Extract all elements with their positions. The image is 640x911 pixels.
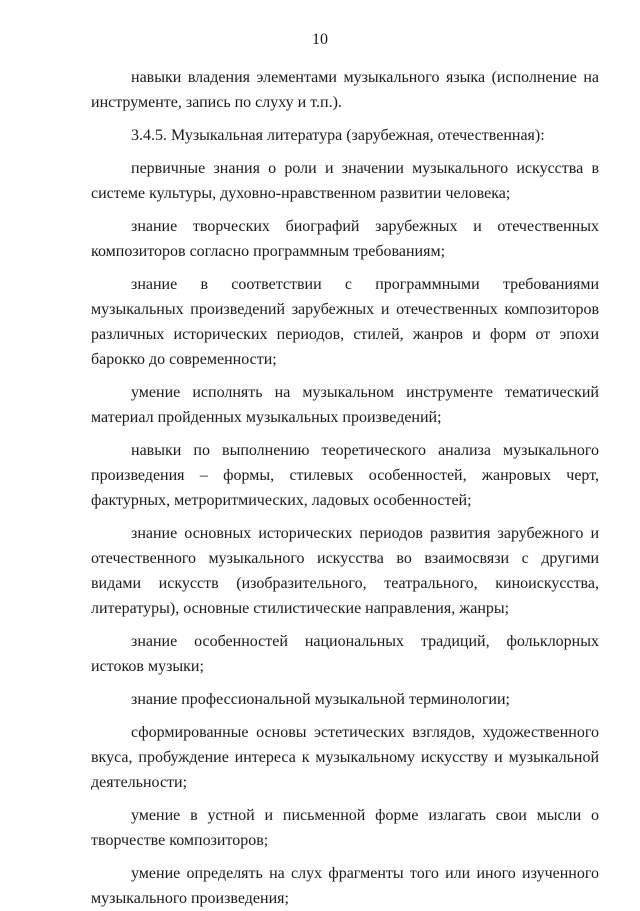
paragraph-language-skills: навыки владения элементами музыкального языка (исполнение на инструменте, запись по слуху и т.п.). [91,69,599,111]
section-heading-3-4-5: 3.4.5. Музыкальная литература (зарубежная, отечественная): [131,127,545,144]
paragraph-biographies: знание творческих биографий зарубежных и отечественных композиторов согласно программным требованиям; [91,218,599,260]
paragraph-oral-written: умение в устной и письменной форме излагать свои мысли о творчестве композиторов; [91,807,599,849]
paragraph-perform-themes: умение исполнять на музыкальном инструменте тематический материал пройденных музыкальных произведений; [91,384,599,426]
paragraph-historical-periods: знание основных исторических периодов развития зарубежного и отечественного музыкального искусства во взаимосвязи с другими видами искусств (изобразительного, театрального, киноискусства, литературы), основные стилистические направления, жанры; [91,525,599,617]
paragraph-ear-recognition: умение определять на слух фрагменты того или иного изученного музыкального произведения; [91,865,599,907]
document-body [91,65,599,911]
paragraph-repertoire: знание в соответствии с программными требованиями музыкальных произведений зарубежных и отечественных композиторов различных исторических периодов, стилей, жанров и форм от эпохи барокко до современности; [91,276,599,368]
paragraph-primary-knowledge: первичные знания о роли и значении музыкального искусства в системе культуры, духовно-нравственном развитии человека; [91,160,599,202]
paragraph-terminology: знание профессиональной музыкальной терминологии; [131,691,510,708]
paragraph-aesthetics: сформированные основы эстетических взглядов, художественного вкуса, пробуждение интереса к музыкальному искусству и музыкальной деятельности; [91,724,599,791]
page-number: 10 [312,31,328,48]
paragraph-national-traditions: знание особенностей национальных традиций, фольклорных истоков музыки; [91,633,599,675]
paragraph-analysis: навыки по выполнению теоретического анализа музыкального произведения – формы, стилевых особенностей, жанровых черт, фактурных, метроритмических, ладовых особенностей; [91,442,599,509]
